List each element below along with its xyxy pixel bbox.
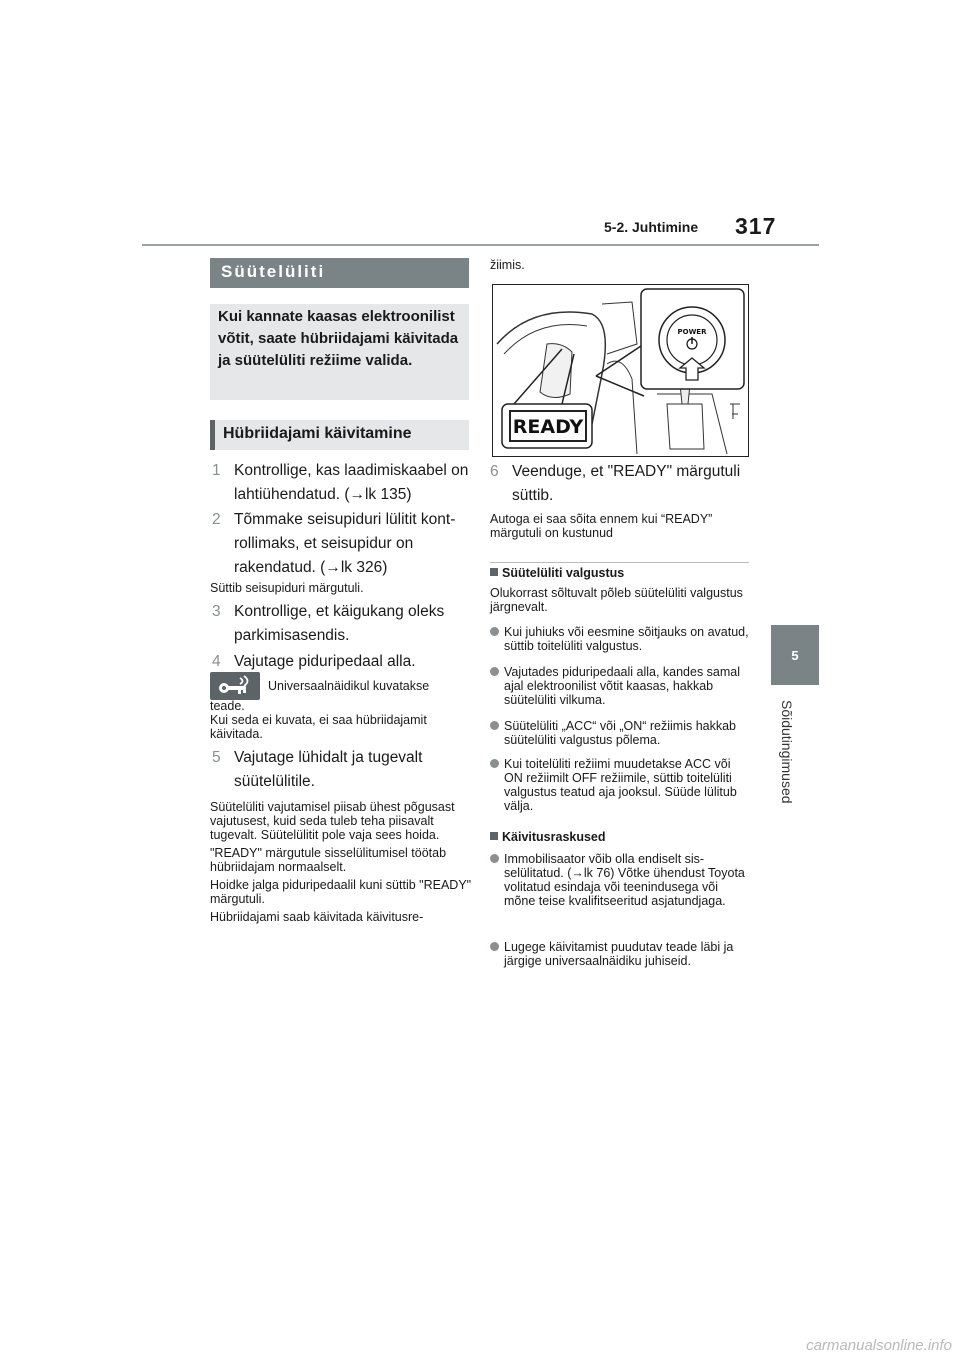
bullet-text: Süütelüliti „ACC“ või „ON“ režiimis hakkab süütelüliti valgustus põlema. bbox=[504, 719, 737, 747]
step-text: Kontrollige, kas laadimiskaabel on lahtiühendatud. (→lk 135) bbox=[234, 462, 469, 503]
note-step-4-cont: teade. bbox=[210, 699, 245, 713]
step-number: 1 bbox=[212, 462, 221, 479]
round-bullet-icon bbox=[490, 942, 499, 951]
starting-bullet-2 bbox=[490, 940, 750, 968]
starting-heading bbox=[490, 830, 606, 844]
dashboard-illustration-graphic bbox=[492, 284, 749, 457]
key-warning-icon bbox=[210, 672, 260, 700]
round-bullet-icon bbox=[490, 721, 499, 730]
bullet-text: Kui toitelüliti režiimi muudetakse ACC või ON režiimilt OFF režiimile, süttib toitelüliti valgustus teatud aja jooksul. Süüde lülitub välja. bbox=[504, 757, 737, 813]
step-number: 5 bbox=[212, 749, 221, 766]
power-label: POWER bbox=[677, 328, 707, 336]
illumination-bullet-2 bbox=[490, 665, 750, 707]
page-number: 317 bbox=[735, 213, 777, 239]
header-rule bbox=[142, 244, 819, 246]
illumination-bullet-4 bbox=[490, 757, 750, 813]
note-step-4-icon: Universaalnäidikul kuvatakse bbox=[268, 679, 430, 693]
chapter-label bbox=[779, 700, 807, 840]
step-text: Vajutage piduripedaal alla. bbox=[234, 653, 416, 670]
subheading: Hübriidajami käivitamine bbox=[223, 425, 412, 442]
section-title: Süütelüliti bbox=[221, 262, 326, 281]
note-mode: Hübriidajami saab käivitada käivitusre- bbox=[210, 910, 424, 924]
starting-heading-text: Käivitusraskused bbox=[502, 830, 606, 844]
illumination-heading-text: Süütelüliti valgustus bbox=[502, 566, 625, 580]
step-number: 6 bbox=[490, 463, 499, 480]
step-number: 3 bbox=[212, 603, 221, 620]
subheading-box bbox=[210, 420, 469, 450]
intro-text: Kui kannate kaasas elektroonilist võtit, saate hübriidajami käivitada ja süütelüliti režiime valida. bbox=[218, 308, 459, 369]
continued-text: žiimis. bbox=[490, 258, 525, 272]
illumination-heading bbox=[490, 566, 624, 580]
square-bullet-icon bbox=[490, 832, 498, 840]
note-step-4 bbox=[210, 699, 470, 745]
step-number: 4 bbox=[212, 653, 221, 670]
dashboard-illustration bbox=[492, 284, 749, 457]
intro-box bbox=[210, 304, 469, 400]
chapter-label-text: Sõidutingimused bbox=[779, 700, 795, 804]
square-bullet-icon bbox=[490, 568, 498, 576]
note-brake: Hoidke jalga piduripedaalil kuni süttib "READY" märgutuli. bbox=[210, 878, 472, 906]
note-step-6: Autoga ei saa sõita ennem kui “READY” märgutuli on kustunud bbox=[490, 512, 713, 540]
round-bullet-icon bbox=[490, 667, 499, 676]
step-text: Tõmmake seisupiduri lülitit kontrollimaks, et seisupidur on rakendatud. (→lk 326) bbox=[234, 511, 456, 576]
step-text: Vajutage lühidalt ja tugevalt süütelülitile. bbox=[234, 749, 423, 790]
section-label: 5-2. Juhtimine bbox=[604, 219, 699, 235]
bullet-text: Immobilisaator võib olla endiselt sisselülitatud. (→lk 76) Võtke ühendust Toyota volitatud esindaja või teenindusega või mõne teise kvalifitseeritud asjatundjaga. bbox=[504, 852, 745, 908]
starting-bullet-1 bbox=[490, 852, 750, 908]
round-bullet-icon bbox=[490, 759, 499, 768]
step-text: Veenduge, et "READY" märgutuli süttib. bbox=[512, 463, 741, 504]
note-step-4-b: Kui seda ei kuvata, ei saa hübriidajamit käivitada. bbox=[210, 713, 427, 741]
bullet-text: Vajutades piduripedaali alla, kandes samal ajal elektroonilist võtit kaasas, hakkab süütelüliti vilkuma. bbox=[504, 665, 741, 707]
notes-step-5 bbox=[210, 800, 472, 928]
watermark: carmanualsonline.info bbox=[806, 1337, 952, 1354]
round-bullet-icon bbox=[490, 854, 499, 863]
illumination-bullet-3 bbox=[490, 719, 750, 747]
key-warning-icon-graphic bbox=[210, 672, 260, 700]
step-text: Kontrollige, et käigukang oleks parkimisasendis. bbox=[234, 603, 445, 644]
subheading-bar bbox=[210, 420, 215, 450]
note-ready: "READY" märgutule sisselülitumisel töötab hübriidajam normaalselt. bbox=[210, 846, 447, 874]
chapter-tab: 5 bbox=[771, 625, 819, 685]
bullet-text: Kui juhiuks või eesmine sõitjauks on avatud, süttib toitelüliti valgustus. bbox=[504, 625, 749, 653]
illumination-intro: Olukorrast sõltuvalt põleb süütelüliti valgustus järgnevalt. bbox=[490, 586, 743, 614]
section-title-box bbox=[210, 258, 469, 288]
note-press: Süütelüliti vajutamisel piisab ühest põgusast vajutusest, kuid seda tuleb teha piisavalt tugevalt. Süütelülitit pole vaja sees hoida. bbox=[210, 800, 455, 842]
step-number: 2 bbox=[212, 511, 221, 528]
round-bullet-icon bbox=[490, 627, 499, 636]
ready-label: READY bbox=[512, 416, 584, 438]
section-divider bbox=[490, 562, 749, 563]
illumination-bullet-1 bbox=[490, 625, 750, 653]
bullet-text: Lugege käivitamist puudutav teade läbi ja järgige universaalnäidiku juhiseid. bbox=[504, 940, 734, 968]
note-step-2: Süttib seisupiduri märgutuli. bbox=[210, 581, 364, 595]
